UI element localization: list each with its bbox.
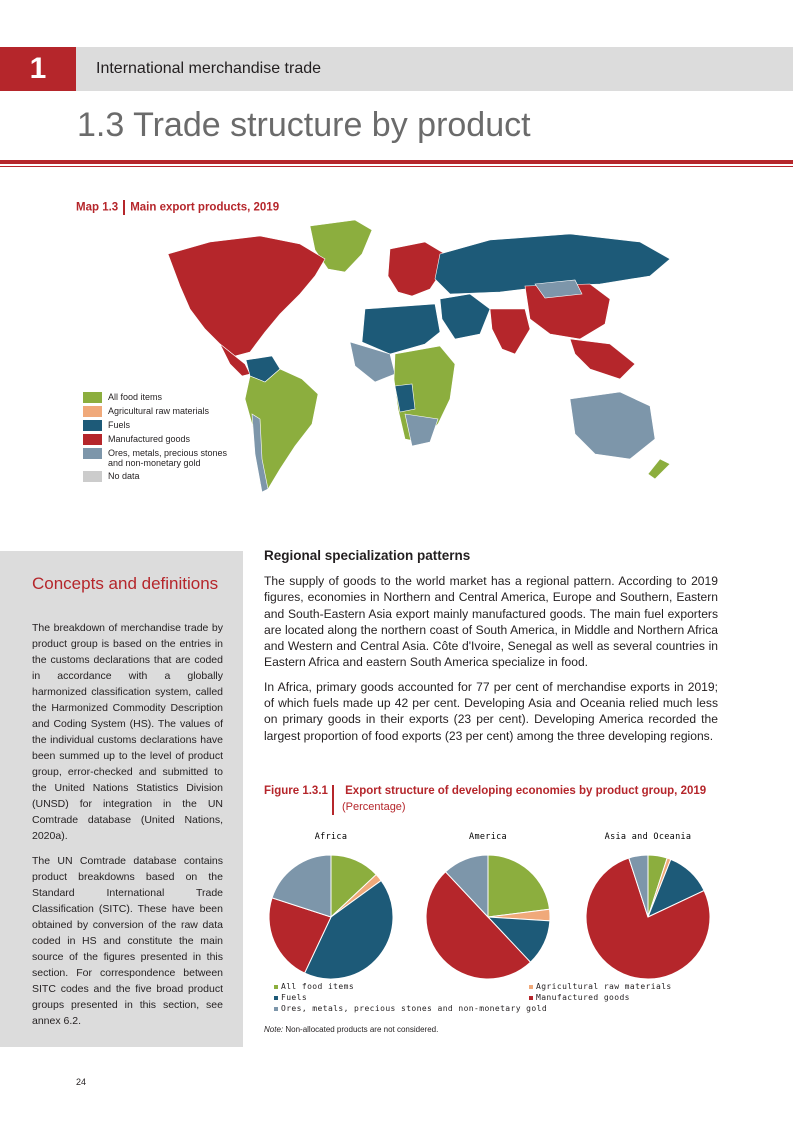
bullet-fuels (274, 996, 278, 1000)
figure-title: Export structure of developing economies by product group, 2019 (345, 785, 707, 797)
pie-legend-agri (529, 982, 672, 991)
sidebar-paragraph: The UN Comtrade database contains product breakdowns based on the Standard International Trade Classification (SITC). These have been obtained by conversion of the raw data coded in HS and constitute the main source of the figures presented in this section. For correspondence between SITC codes and the five broad product groups presented in this section, see annex 6.2. (32, 855, 223, 1027)
body-paragraph: In Africa, primary goods accounted for 77 per cent of merchandise exports in 2019; of which fuels made up 42 per cent. Developing Asia and Oceania relied much less on primary goods in their exports (23 per cent). Developing America recorded the largest proportion of food exports (23 per cent) among the three developing regions. (264, 679, 718, 743)
section-body (264, 573, 718, 752)
legend-label-line2: and non-monetary gold (108, 458, 201, 468)
map-region-middle-east (440, 294, 490, 339)
legend-item-nodata (83, 471, 227, 482)
swatch-manufactured (83, 434, 102, 445)
pie-title: America (469, 832, 507, 842)
legend-label: Fuels (108, 420, 131, 430)
legend-item-ores (83, 448, 227, 468)
body-paragraph: The supply of goods to the world market has a regional pattern. According to 2019 figures, economies in Northern and Central America, Europe and Southern, Eastern and South-Eastern Asia export mainly manufactured goods. The main fuel exporters are located along the northern coast of South America, in Middle and Northern Africa and Western and Central Asia. Côte d'Ivoire, Senegal as well as several countries in Eastern Africa and eastern South America specialize in food. (264, 574, 718, 670)
map-region-southeast-asia (570, 339, 635, 379)
map-region-australia (570, 392, 655, 459)
map-region-north-africa (362, 304, 440, 354)
map-region-north-america (168, 236, 325, 356)
chapter-number: 1 (0, 47, 76, 91)
world-map (150, 214, 690, 514)
map-region-new-zealand (648, 459, 670, 479)
note-text: Non-allocated products are not considered. (283, 1025, 439, 1034)
figure-caption (264, 785, 706, 797)
pie-legend-food (274, 982, 354, 991)
map-region-south-asia (490, 309, 530, 354)
figure-caption-separator (332, 785, 334, 815)
bullet-manufactured (529, 996, 533, 1000)
pie-title: Asia and Oceania (604, 832, 692, 842)
swatch-agri (83, 406, 102, 417)
pie-title: Africa (314, 832, 348, 842)
map-legend (83, 392, 227, 485)
figure-subtitle: (Percentage) (342, 801, 406, 813)
page-title: 1.3 Trade structure by product (77, 106, 531, 144)
pie-legend-label: Agricultural raw materials (536, 982, 672, 991)
chapter-title: International merchandise trade (96, 60, 322, 77)
map-region-europe (388, 242, 445, 296)
caption-separator (123, 200, 125, 215)
legend-label: No data (108, 471, 140, 481)
sidebar-body (32, 620, 223, 1038)
legend-item-food (83, 392, 227, 403)
pie-legend (274, 982, 714, 1022)
pie-legend-label: Ores, metals, precious stones and non-monetary gold (281, 1004, 548, 1013)
map-region-southern-africa (405, 414, 438, 446)
pie-legend-manufactured (529, 993, 630, 1002)
title-divider (0, 160, 793, 164)
map-label: Map 1.3 (76, 201, 119, 214)
sidebar-paragraph: The breakdown of merchandise trade by product group is based on the entries in the customs declarations that are coded in accordance with a globally harmonized classification system, called the Harmonized Commodity Description and Coding System (HS). The values of the individual customs declarations have been summed up to the level of product group, error-checked and submitted to the United Nations Statistics Division (UNSD) for integration in the UN Comtrade database (United Nations, 2020a). (32, 622, 223, 842)
legend-label: Agricultural raw materials (108, 406, 210, 416)
pie-legend-label: All food items (281, 982, 355, 991)
swatch-fuels (83, 420, 102, 431)
figure-label: Figure 1.3.1 (264, 785, 328, 797)
legend-item-agri (83, 406, 227, 417)
pie-legend-label: Manufactured goods (536, 993, 630, 1002)
figure-note (264, 1025, 438, 1034)
legend-label: Ores, metals, precious stones (108, 448, 228, 458)
pie-charts (264, 825, 724, 985)
legend-label: Manufactured goods (108, 434, 191, 444)
pie-slice (488, 855, 550, 917)
pie-legend-label: Fuels (281, 993, 308, 1002)
pie-legend-ores (274, 1004, 547, 1013)
bullet-ores (274, 1007, 278, 1011)
bullet-food (274, 985, 278, 989)
note-label: Note: (264, 1025, 284, 1034)
page-number: 24 (76, 1077, 87, 1087)
pie-legend-fuels (274, 993, 307, 1002)
title-divider-thin (0, 166, 793, 167)
map-caption (76, 200, 279, 215)
legend-item-manufactured (83, 434, 227, 445)
legend-label: All food items (108, 392, 163, 402)
swatch-food (83, 392, 102, 403)
bullet-agri (529, 985, 533, 989)
section-heading: Regional specialization patterns (264, 548, 471, 563)
sidebar-title: Concepts and definitions (32, 574, 219, 593)
swatch-nodata (83, 471, 102, 482)
legend-item-fuels (83, 420, 227, 431)
swatch-ores (83, 448, 102, 459)
map-title: Main export products, 2019 (130, 201, 280, 214)
